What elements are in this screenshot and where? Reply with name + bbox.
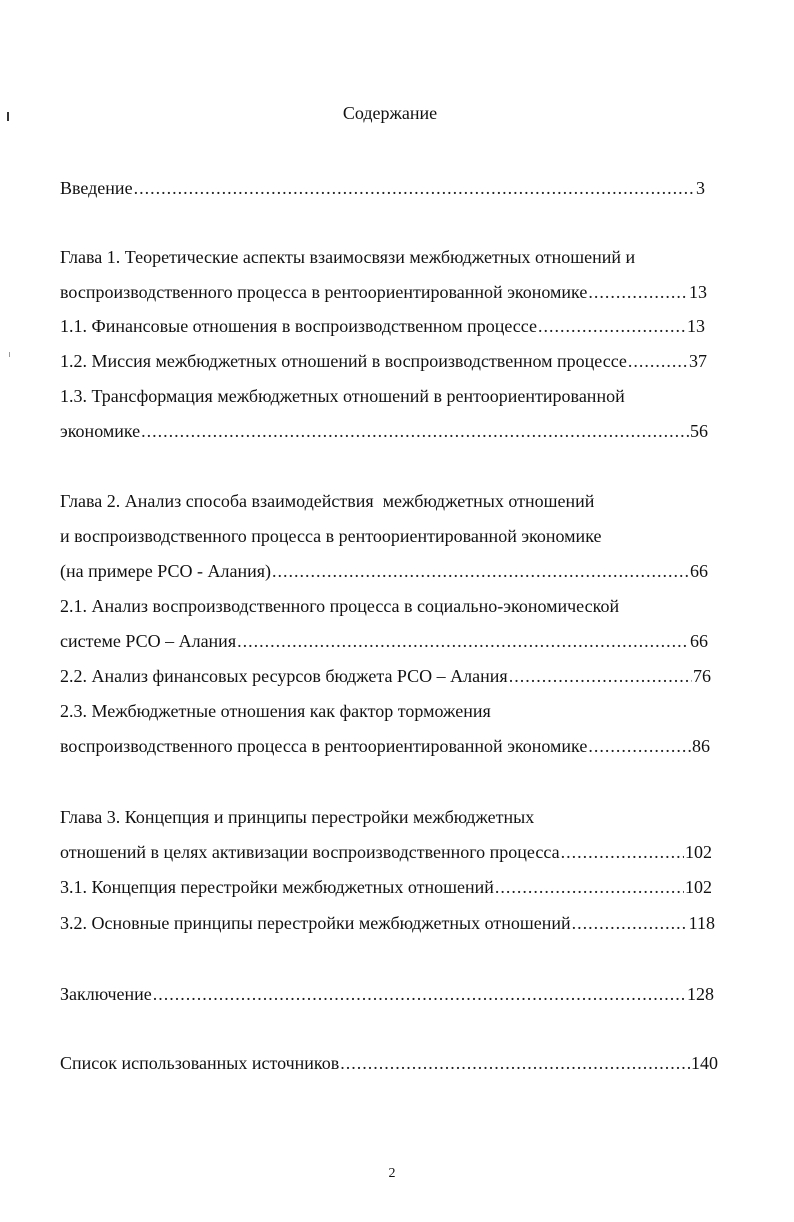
toc-chapter-3-heading[interactable]: Глава 3. Концепция и принципы перестройки межбюджетных <box>60 807 535 827</box>
page-number: 2 <box>388 1166 396 1181</box>
dot-leader <box>272 558 689 584</box>
toc-section-2-2[interactable]: 2.2. Анализ финансовых ресурсов бюджета РСО – Алания ..... 76 <box>60 663 711 689</box>
toc-page-number: 86 <box>692 736 710 756</box>
toc-section-1-2[interactable]: 1.2. Миссия межбюджетных отношений в воспроизводственном процессе ..... 37 <box>60 348 707 374</box>
dot-leader <box>141 418 689 444</box>
toc-page-number: 128 <box>687 984 714 1004</box>
dot-leader <box>495 874 684 900</box>
toc-chapter-2-heading-cont[interactable]: и воспроизводственного процесса в рентоориентированной экономике <box>60 526 602 546</box>
toc-chapter-2[interactable]: (на примере РСО - Алания) ..... 66 <box>60 558 708 584</box>
toc-page-number: 66 <box>690 631 708 651</box>
toc-page-number: 76 <box>693 666 711 686</box>
toc-page-number: 56 <box>690 421 708 441</box>
dot-leader <box>340 1050 690 1076</box>
dot-leader <box>588 279 688 305</box>
toc-conclusion[interactable]: Заключение ..... 128 <box>60 981 714 1007</box>
dot-leader <box>153 981 686 1007</box>
toc-page-number: 37 <box>689 351 707 371</box>
toc-entry-introduction[interactable]: Введение ..... 3 <box>60 175 705 201</box>
toc-page-number: 102 <box>685 877 712 897</box>
toc-page-number: 118 <box>688 913 715 933</box>
toc-page-number: 140 <box>691 1053 718 1073</box>
toc-references[interactable]: Список использованных источников ..... 140 <box>60 1050 718 1076</box>
toc-page-number: 66 <box>690 561 708 581</box>
toc-page-number: 13 <box>687 316 705 336</box>
dot-leader <box>237 628 689 654</box>
toc-chapter-1-heading[interactable]: Глава 1. Теоретические аспекты взаимосвязи межбюджетных отношений и <box>60 247 636 267</box>
toc-chapter-2-heading[interactable]: Глава 2. Анализ способа взаимодействия межбюджетных отношений <box>60 491 595 511</box>
toc-section-2-1[interactable]: системе РСО – Алания ..... 66 <box>60 628 708 654</box>
dot-leader <box>134 175 695 201</box>
toc-section-2-3-heading[interactable]: 2.3. Межбюджетные отношения как фактор торможения <box>60 701 491 721</box>
toc-section-1-3-heading[interactable]: 1.3. Трансформация межбюджетных отношений в рентоориентированной <box>60 386 625 406</box>
dot-leader <box>588 733 691 759</box>
dot-leader <box>509 663 692 689</box>
toc-section-1-1[interactable]: 1.1. Финансовые отношения в воспроизводственном процессе ..... 13 <box>60 313 705 339</box>
scan-speck <box>9 352 10 357</box>
page-title: Содержание <box>342 103 438 123</box>
toc-section-2-3[interactable]: воспроизводственного процесса в рентоориентированной экономике ..... 86 <box>60 733 710 759</box>
dot-leader <box>538 313 686 339</box>
toc-page-number: 13 <box>689 282 707 302</box>
toc-page-number: 102 <box>685 842 712 862</box>
toc-section-1-3[interactable]: экономике ..... 56 <box>60 418 708 444</box>
dot-leader <box>628 348 688 374</box>
dot-leader <box>561 839 684 865</box>
toc-section-3-2[interactable]: 3.2. Основные принципы перестройки межбюджетных отношений ..... 118 <box>60 910 715 936</box>
toc-chapter-1[interactable]: воспроизводственного процесса в рентоориентированной экономике ..... 13 <box>60 279 707 305</box>
dot-leader <box>572 910 688 936</box>
toc-section-2-1-heading[interactable]: 2.1. Анализ воспроизводственного процесса в социально-экономической <box>60 596 620 616</box>
toc-section-3-1[interactable]: 3.1. Концепция перестройки межбюджетных отношений ..... 102 <box>60 874 712 900</box>
toc-page-number: 3 <box>696 178 705 198</box>
toc-chapter-3[interactable]: отношений в целях активизации воспроизводственного процесса ..... 102 <box>60 839 712 865</box>
